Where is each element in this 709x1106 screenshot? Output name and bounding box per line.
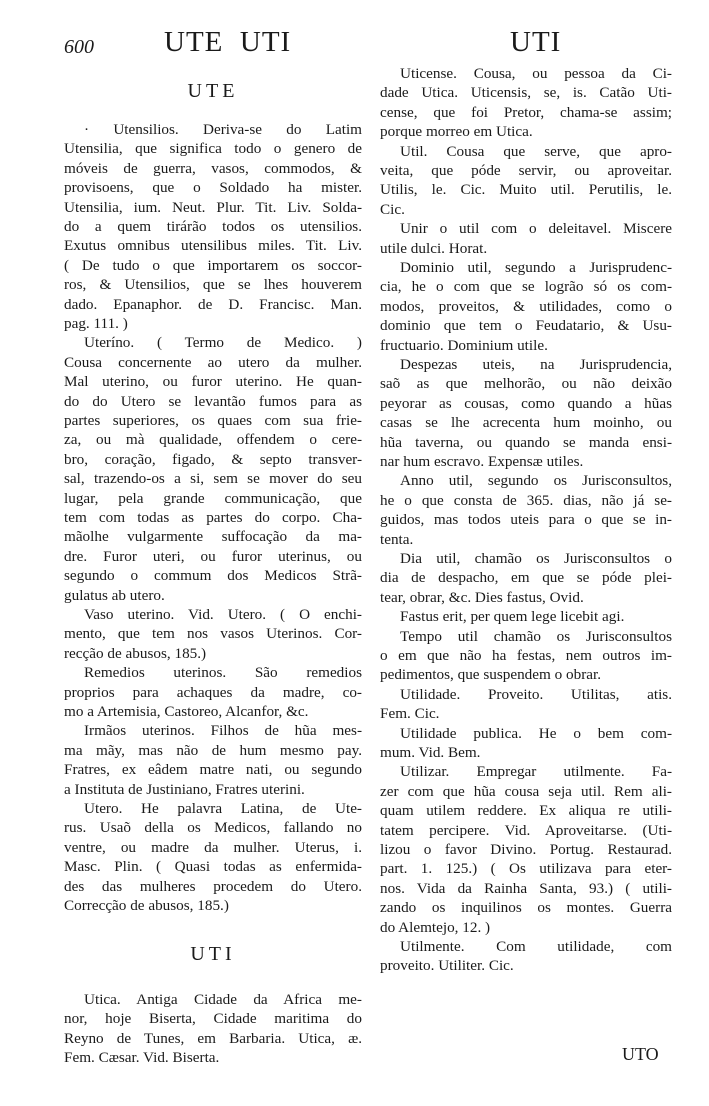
text-line: porque morreo em Utica. [380,123,533,141]
text-line: Despezas uteis, na Jurisprudencia, [400,356,672,373]
text-line: o em que não ha festas, nem outros im- [380,647,672,664]
text-line: Anno util, segundo os Jurisconsultos, [400,472,672,490]
text-line: móveis de guerra, vasos, commodos, & [64,159,362,177]
text-line: part. 1. 125.) ( Os utilizava para eter- [380,860,672,878]
section-heading-uti: UTI [190,943,236,965]
text-line: peyorar as cousas, como quando a hũas [380,394,672,412]
text-line: sal, trazendo-os a si, sem se mover do seu [64,470,362,488]
text-line: guidos, mas todos uteis para o que se in- [380,511,672,529]
text-line: Vaso uterino. Vid. Utero. ( O enchi- [84,606,362,623]
text-line: quam utilem reddere. Ex aliqua re utili- [380,802,672,820]
text-line: Masc. Plin. ( Quasi todas as enfermida- [64,858,362,876]
section-heading-ute: UTE [187,80,239,102]
text-line: rus. Usaõ della os Medicos, fallando no [64,819,362,837]
text-line: Utero. He palavra Latina, de Ute- [84,800,362,817]
text-line: proprios para achaques da madre, co- [64,683,362,701]
text-line: pag. 111. ) [64,315,128,332]
text-line: Fratres, ex eâdem matre nati, ou segundo [64,761,362,779]
text-line: mãolhe vulgarmente suffocação da ma- [64,528,362,546]
text-line: a Instituta de Justiniano, Fratres uterini. [64,780,305,798]
text-line: dia de despacho, em que se póde plei- [380,569,672,587]
text-line: tear, obrar, &c. Dies fastus, Ovid. [380,588,584,606]
page-number: 600 [64,36,94,58]
text-line: veita, que póde servir, ou aproveitar. [380,162,672,179]
text-line: casas se lhe acrecenta hum moinho, ou [380,414,672,432]
text-line: Fem. Cæsar. Vid. Biserta. [64,1049,220,1067]
text-line: nor, hoje Biserta, Cidade maritima do [64,1010,362,1028]
text-line: Utilizar. Empregar utilmente. Fa- [400,763,672,781]
text-line: Tempo util chamão os Jurisconsultos [400,627,672,645]
text-line: Unir o util com o deleitavel. Miscere [400,220,672,238]
text-line: zer com que hũa cousa seja util. Rem ali- [380,782,672,800]
text-line: tem com todas as partes do corpo. Cha- [64,509,362,526]
text-line: do Alemtejo, 12. ) [380,918,491,936]
text-line: segundo o commum dos Medicos Strã- [64,567,362,585]
text-line: des das mulheres procedem do Utero. [64,877,362,895]
text-line: Cic. [380,200,405,218]
text-line: Reyno de Tunes, em Barbaria. Utica, æ. [64,1029,362,1047]
text-line: ventre, ou madre da mulher. Uterus, i. [64,838,362,856]
catchword: UTO [622,1044,659,1064]
text-line: nos. Vida da Rainha Santa, 93.) ( utili- [380,879,672,897]
text-line: Utica. Antiga Cidade da Africa me- [84,991,362,1008]
text-line: Util. Cousa que serve, que apro- [400,142,672,160]
text-line: za, ou mà qualidade, offendem o cere- [64,431,362,449]
text-line: nar hum escravo. Expensæ utiles. [380,453,584,470]
text-line: cia, he o com que se logrão só os com- [380,278,672,296]
text-line: Dominio util, segundo a Jurisprudenc- [400,259,672,276]
text-line: Exutus omnibus utensilibus miles. Tit. Liv. [64,237,362,255]
text-line: lizou o favor Divino. Portug. Restaurad. [380,841,672,858]
text-line: tenta. [380,530,414,548]
text-line: Uticense. Cousa, ou pessoa da Ci- [400,65,672,82]
text-line: gulatus ab utero. [64,586,165,604]
text-line: ( De tudo o que importarem os soccor- [64,256,362,274]
text-line: proveito. Utiliter. Cic. [380,957,514,975]
text-line: pedimentos, que suspendem o obrar. [380,666,602,684]
text-line: hũa taverna, ou quando se manda ensi- [380,433,672,451]
text-line: Utensilia, que significa todo o genero de [64,140,362,158]
text-line: he o que consta de 365. dias, não já se- [380,491,672,509]
text-line: mento, que tem nos vasos Uterinos. Cor- [64,625,362,643]
text-line: bro, coração, figado, & septo transver- [64,450,362,468]
text-line: Uteríno. ( Termo de Medico. ) [84,334,362,352]
text-line: partes superiores, os quaes com sua frie- [64,412,362,429]
text-line: lugar, pela grande communicação, que [64,489,362,507]
text-line: Correcção de abusos, 185.) [64,897,229,914]
text-line: Utilidade. Proveito. Utilitas, atis. [400,685,672,703]
text-line: do a quem tirárão todos os utensilios. [64,218,362,235]
text-line: saõ as que melhorão, ou não deixão [380,375,672,393]
text-line: Remedios uterinos. São remedios [84,664,362,682]
text-line: ma mãy, mas não de hum mesmo pay. [64,741,362,759]
text-line: Utilidade publica. He o bem com- [400,724,672,742]
text-line: mo a Artemisia, Castoreo, Alcanfor, &c. [64,703,309,720]
running-head-right: UTI [510,26,562,58]
text-line: Utilmente. Com utilidade, com [400,938,672,955]
text-line: dade Utica. Uticensis, se, is. Catão Uti- [380,84,672,102]
running-head-left: UTE UTI [164,26,292,58]
text-line: Utilis, le. Cic. Muito util. Perutilis, le. [380,181,672,199]
text-line: dado. Epanaphor. de D. Francisc. Man. [64,295,362,313]
text-line: mum. Vid. Bem. [380,744,481,761]
text-line: do do Utero se levantão fumos para as [64,392,362,410]
text-line: fructuario. Dominium utile. [380,336,548,354]
text-line: · Utensilios. Deriva-se do Latim [84,121,362,138]
text-line: cense, que foi Pretor, chama-se assim; [380,103,672,121]
text-line: zando os inquilinos os montes. Guerra [380,899,672,917]
text-line: Cousa concernente ao utero da mulher. [64,353,362,371]
text-line: provisoens, que o Soldado ha mister. [64,179,362,197]
text-line: Dia util, chamão os Jurisconsultos o [400,550,672,567]
text-line: ros, & Utensilios, que se lhes houverem [64,276,362,294]
text-line: recção de abusos, 185.) [64,644,207,662]
text-line: utile dulci. Horat. [380,239,488,257]
text-line: Fastus erit, per quem lege licebit agi. [400,608,625,626]
text-line: tatem percipere. Vid. Aproveitarse. (Uti- [380,821,672,839]
text-line: dre. Furor uteri, ou furor uterinus, ou [64,547,362,565]
text-line: Mal uterino, ou furor uterino. He quan- [64,373,362,391]
text-line: modos, proveitos, & utilidades, como o [380,297,672,315]
text-line: Irmãos uterinos. Filhos de hũa mes- [84,722,362,740]
text-line: Utensilia, ium. Neut. Plur. Tit. Liv. Solda- [64,198,362,216]
text-line: dominio que tem o Feudatario, & Usu- [380,317,672,335]
text-line: Fem. Cic. [380,705,440,723]
